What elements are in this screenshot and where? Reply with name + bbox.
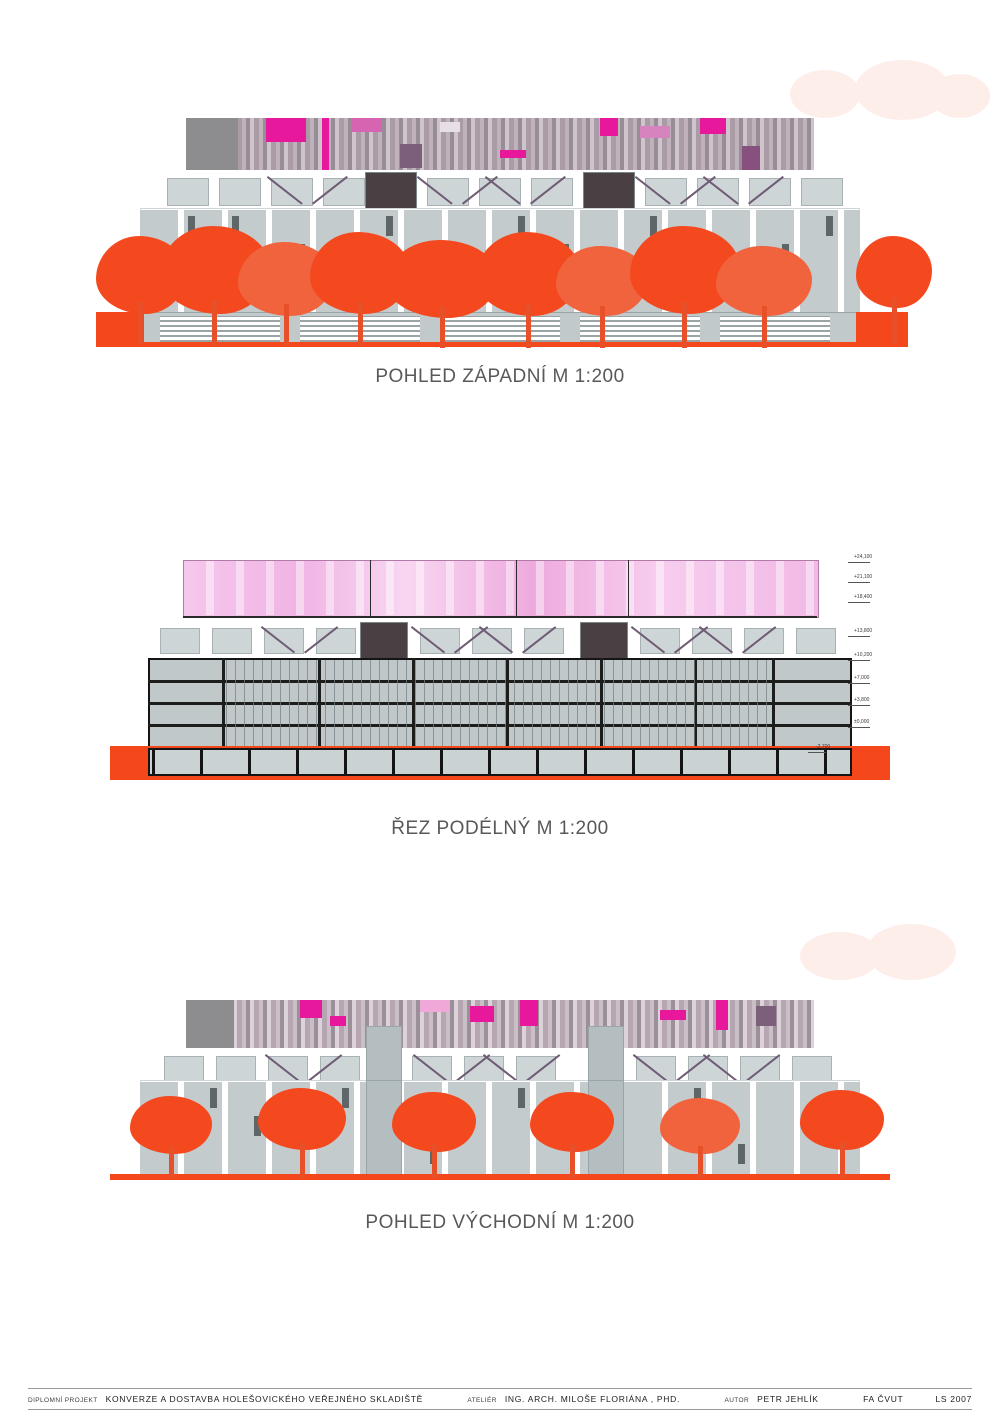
tree	[716, 246, 812, 348]
attic-accent	[352, 118, 382, 132]
level-tick	[848, 660, 870, 661]
attic-accent	[440, 122, 460, 132]
attic-accent	[300, 1000, 322, 1018]
titleblock	[28, 1388, 972, 1410]
roof-box	[744, 628, 784, 654]
roof-box	[749, 178, 791, 206]
attic-accent	[640, 126, 670, 138]
section-line	[628, 560, 629, 616]
longitudinal-section-caption: ŘEZ PODÉLNÝ M 1:200	[391, 818, 609, 839]
roof-box	[167, 178, 209, 206]
longitudinal-section-drawing	[0, 540, 1000, 860]
tree	[660, 1098, 740, 1178]
level-tick	[808, 752, 826, 753]
tree	[530, 1092, 614, 1178]
level-tick	[848, 562, 870, 563]
attic-accent	[420, 1000, 450, 1012]
attic-accent	[186, 118, 238, 170]
facade-module-grid	[140, 1082, 860, 1174]
level-label: +24,100	[854, 554, 873, 560]
attic-accent	[400, 144, 422, 168]
attic-accent	[756, 1006, 776, 1026]
service-core	[366, 1026, 402, 1082]
section-line	[183, 616, 817, 618]
school-name: FA ČVUT	[863, 1394, 904, 1404]
window	[826, 216, 833, 236]
roof-box	[801, 178, 843, 206]
project-label: DIPLOMNÍ PROJEKT	[28, 1397, 98, 1404]
roof-box	[212, 628, 252, 654]
project-name: KONVERZE A DOSTAVBA HOLEŠOVICKÉHO VEŘEJNÉHO SKLADIŠTĚ	[105, 1394, 423, 1404]
tree	[800, 1090, 884, 1178]
roof-box	[796, 628, 836, 654]
roof-box	[792, 1056, 832, 1082]
studio-label: ATELIÉR	[467, 1397, 497, 1404]
roof-box-dark	[365, 172, 417, 212]
level-tick	[848, 705, 870, 706]
attic-accent	[700, 118, 726, 134]
level-label: ±0,000	[854, 719, 870, 725]
east-elevation-drawing	[0, 980, 1000, 1270]
roof-box	[216, 1056, 256, 1082]
attic-accent	[186, 1000, 234, 1048]
roof-box-dark	[583, 172, 635, 212]
pier	[222, 658, 225, 748]
window	[518, 1088, 525, 1108]
sky-blot	[790, 70, 860, 118]
roof-box	[524, 628, 564, 654]
level-label: +10,200	[854, 652, 873, 658]
roof-box	[531, 178, 573, 206]
level-label: +13,800	[854, 628, 873, 634]
titleblock-author	[724, 1394, 818, 1404]
roof-box	[479, 178, 521, 206]
west-elevation-drawing	[0, 60, 1000, 387]
attic-accent	[742, 146, 760, 170]
attic-accent	[520, 1000, 538, 1026]
level-label: +21,100	[854, 574, 873, 580]
titleblock-project	[28, 1394, 423, 1404]
level-tick	[848, 683, 870, 684]
attic-accent	[266, 118, 306, 142]
roof-box	[160, 628, 200, 654]
attic-accent	[500, 150, 526, 158]
tree	[258, 1088, 346, 1178]
studio-name: ING. ARCH. MILOŠE FLORIÁNA , PHD.	[504, 1394, 681, 1404]
attic-accent	[330, 1016, 346, 1026]
roof-box	[271, 178, 313, 206]
attic-accent	[600, 118, 618, 136]
author-label: AUTOR	[724, 1397, 750, 1404]
roof-box	[697, 178, 739, 206]
attic-accent	[660, 1010, 686, 1020]
basement-columns-2	[152, 750, 848, 774]
level-label: +18,400	[854, 594, 873, 600]
tree	[130, 1096, 212, 1178]
interior-grid	[226, 660, 770, 746]
roof-box	[219, 178, 261, 206]
section-line	[516, 560, 517, 616]
attic-accent	[470, 1006, 494, 1022]
level-tick	[848, 582, 870, 583]
roof-box	[164, 1056, 204, 1082]
level-tick	[848, 602, 870, 603]
level-label: +3,800	[854, 697, 870, 703]
tree	[392, 1092, 476, 1178]
upper-volume-texture	[184, 561, 816, 615]
author-name: PETR JEHLÍK	[757, 1394, 819, 1404]
level-tick	[848, 727, 870, 728]
attic-accent	[322, 118, 329, 170]
attic-accent	[716, 1000, 728, 1030]
east-elevation-caption: POHLED VÝCHODNÍ M 1:200	[365, 1212, 635, 1233]
roof-box	[320, 1056, 360, 1082]
pier	[772, 658, 775, 748]
tree	[856, 236, 932, 346]
level-label: +7,000	[854, 675, 870, 681]
ground-line	[110, 1174, 890, 1180]
term-label: LS 2007	[935, 1394, 973, 1404]
roof-box	[316, 628, 356, 654]
sky-blot	[930, 74, 990, 118]
level-label: -2,700	[816, 744, 831, 750]
roof-box-dark	[360, 622, 408, 660]
west-elevation-caption: POHLED ZÁPADNÍ M 1:200	[375, 366, 625, 387]
section-line	[370, 560, 371, 616]
service-core	[588, 1026, 624, 1082]
level-tick	[848, 636, 870, 637]
roof-box-dark	[580, 622, 628, 660]
titleblock-studio	[467, 1394, 680, 1404]
sky-blot	[866, 924, 956, 980]
